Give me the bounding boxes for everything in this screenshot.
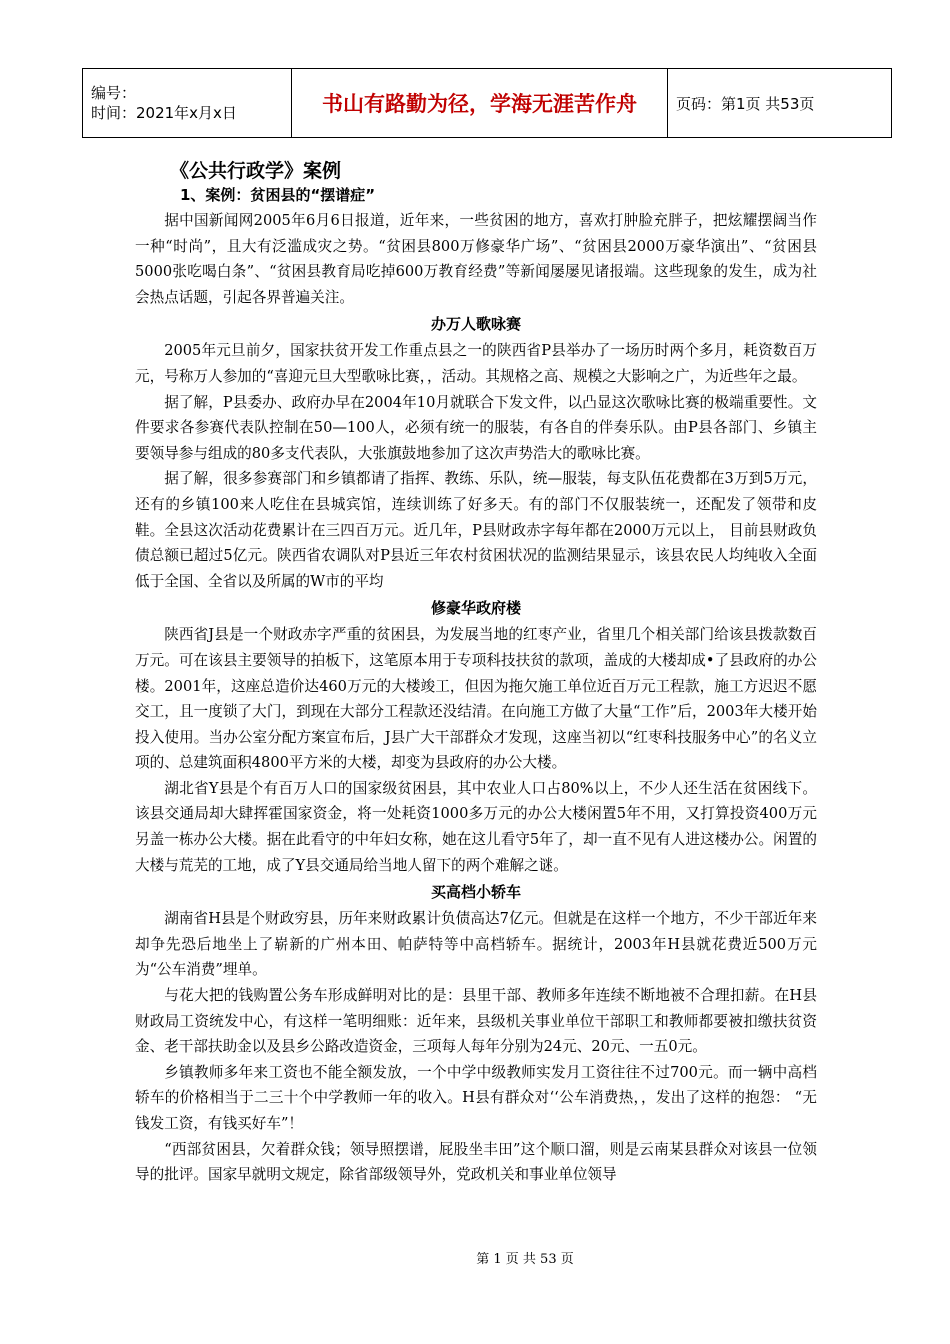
- paragraph: 湖北省Y县是个有百万人口的国家级贫困县，其中农业人口占80%以上，不少人还生活在贫困线下。该县交通局却大肆挥霍国家资金，将一处耗资1000多万元的办公大楼闲置5年不用，又打算投资400万元另盖一栋办公大楼。据在此看守的中年妇女称，她在这儿看守5年了，却一直不见有人进这楼办公。闲置的大楼与荒芜的工地，成了Y县交通局给当地人留下的两个难解之谜。: [135, 779, 817, 874]
- document-body: [135, 158, 817, 1188]
- section-heading-government-building: 修豪华政府楼: [430, 599, 521, 618]
- case-title: 1、案例：贫困县的“摆谱症”: [180, 186, 376, 204]
- paragraph: 乡镇教师多年来工资也不能全额发放，一个中学中级教师实发月工资往往不过700元。而一辆中高档轿车的价格相当于二三十个中学教师一年的收入。H县有群众对‘‘公车消费热，，发出了这样的抱怨： “无钱发工资，有钱买好车”！: [135, 1063, 817, 1132]
- document-title: 《公共行政学》案例: [170, 160, 342, 182]
- header-motto: 书山有路勤为径，学海无涯苦作舟: [292, 69, 668, 138]
- paragraph: 与花大把的钱购置公务车形成鲜明对比的是：县里干部、教师多年连续不断地被不合理扣薪。在H县财政局工资统发中心，有这样一笔明细账：近年来，县级机关事业单位干部职工和教师都要被扣缴扶贫资金、老干部扶助金以及县乡公路改造资金，三项每人每年分别为24元、20元、一五0元。: [135, 987, 817, 1056]
- paragraph: 2005年元旦前夕，国家扶贫开发工作重点县之一的陕西省P县举办了一场历时两个多月，耗资数百万元，号称万人参加的“喜迎元旦大型歌咏比赛，，活动。其规格之高、规模之大影响之广，为近些年之最。: [135, 342, 817, 385]
- document-time-label: 时间：2021年x月x日: [91, 104, 237, 122]
- intro-paragraph: 据中国新闻网2005年6月6日报道，近年来，一些贫困的地方，喜欢打肿脸充胖子，把炫耀摆阔当作一种“时尚”，且大有泛滥成灾之势。“贫困县800万修豪华广场”、“贫困县2000万豪华演出”、“贫困县5000张吃喝白条”、“贫困县教育局吃掉600万教育经费”等新闻屡屡见诸报端。这些现象的发生，成为社会热点话题，引起各界普遍关注。: [135, 212, 817, 306]
- header-page-number: 页码：第1页 共53页: [668, 69, 892, 138]
- paragraph: “西部贫困县，欠着群众钱；领导照摆谱，屁股坐丰田”这个顺口溜，则是云南某县群众对该县一位领导的批评。国家早就明文规定，除省部级领导外，党政机关和事业单位领导: [135, 1140, 817, 1184]
- header-meta: [83, 69, 292, 138]
- paragraph: 陕西省J县是一个财政赤字严重的贫困县，为发展当地的红枣产业，省里几个相关部门给该县拨款数百万元。可在该县主要领导的拍板下，这笔原本用于专项科技扶贫的款项，盖成的大楼却成•了县政府的办公楼。2001年，这座总造价达460万元的大楼竣工，但因为拖欠施工单位近百万元工程款，施工方迟迟不愿交工，且一度锁了大门，到现在大部分工程款还没结清。在向施工方做了大量“工作”后，2003年大楼开始投入使用。当办公室分配方案宣布后，J县广大干部群众才发现，这座当初以“红枣科技服务中心”的名义立项的、总建筑面积4800平方米的大楼，却变为县政府的办公大楼。: [135, 626, 817, 772]
- section-heading-singing-contest: 办万人歌咏赛: [430, 315, 521, 334]
- paragraph: 据了解，很多参赛部门和乡镇都请了指挥、教练、乐队，统—服装，每支队伍花费都在3万到5万元，还有的乡镇100来人吃住在县城宾馆，连续训练了好多天。有的部门不仅服装统一，还配发了领带和皮鞋。全县这次活动花费累计在三四百万元。近几年，P县财政赤字每年都在2000万元以上， 目前县财政负债总额已超过5亿元。陕西省农调队对P县近三年农村贫困状况的监测结果显示，该县农民人均纯收入全面低于全国、全省以及所属的W市的平均: [135, 470, 817, 590]
- header-table: [82, 68, 892, 138]
- page-footer: 第 1 页 共 53 页: [476, 1252, 574, 1267]
- paragraph: 据了解，P县委办、政府办早在2004年10月就联合下发文件，以凸显这次歌咏比赛的极端重要性。文件要求各参赛代表队控制在50—100人，必须有统一的服装，有各自的伴奏乐队。由P县各部门、乡镇主要领导参与组成的80多支代表队，大张旗鼓地参加了这次声势浩大的歌咏比赛。: [135, 393, 817, 462]
- document-number-label: 编号：: [91, 84, 137, 102]
- section-heading-luxury-cars: 买高档小轿车: [430, 883, 521, 902]
- paragraph: 湖南省H县是个财政穷县，历年来财政累计负债高达7亿元。但就是在这样一个地方，不少干部近年来却争先恐后地坐上了崭新的广州本田、帕萨特等中高档轿车。据统计，2003年H县就花费近500万元为“公车消费”埋单。: [135, 910, 817, 979]
